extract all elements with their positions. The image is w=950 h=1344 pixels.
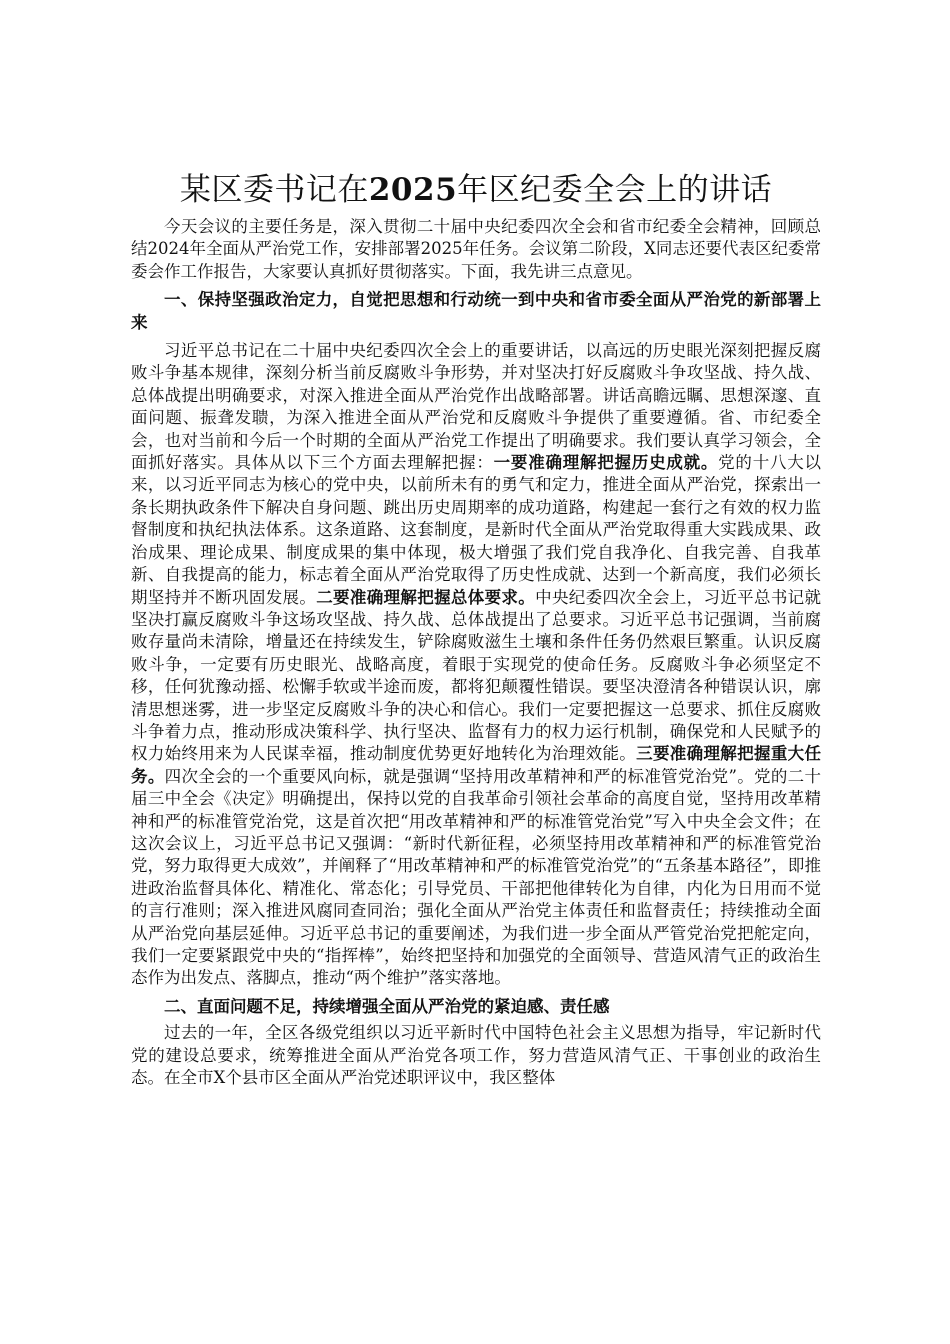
section-1-paragraph <box>131 340 821 990</box>
document-title <box>131 168 821 212</box>
section-1-point-3: 三要准确理解把握重大任务。 <box>131 744 822 786</box>
title-pre: 某区委书记在 <box>179 172 369 208</box>
section-2-paragraph: 过去的一年，全区各级党组织以习近平新时代中国特色社会主义思想为指导，牢记新时代党的建设总要求，统筹推进全面从严治党各项工作，努力营造风清气正、干事创业的政治生态。在全市X个县市区全面从严治党述职评议中，我区整体 <box>131 1023 821 1088</box>
section-1-point-1: 一要准确理解把握历史成就。 <box>493 453 719 473</box>
section-2-heading: 二、直面问题不足，持续增强全面从严治党的紧迫感、责任感 <box>164 996 610 1016</box>
title-post: 年区纪委全会上的讲话 <box>457 172 773 208</box>
section-1-text-4: 四次全会的一个重要风向标，就是强调“坚持用改革精神和严的标准管党治党”。党的二十届三中全会《决定》明确提出，保持以党的自我革命引领社会革命的高度自觉，坚持用改革精神和严的标准管党治党，这是首次把“用改革精神和严的标准管党治党”写入中央全会文件；在这次会议上，习近平总书记又强调：“新时代新征程，必须坚持用改革精神和严的标准管党治党，努力取得更大成效”，并阐释了“用改革精神和严的标准管党治党”的“五条基本路径”，即推进政治监督具体化、精准化、常态化；引导党员、干部把他律转化为自律，内化为日用而不觉的言行准则；深入推进风腐同查同治；强化全面从严治党主体责任和监督责任；持续推动全面从严治党向基层延伸。习近平总书记的重要阐述，为我们进一步全面从严管党治党把舵定向，我们一定要紧跟党中央的“指挥棒”，始终把坚持和加强党的全面领导、营造风清气正的政治生态作为出发点、落脚点，推动“两个维护”落实落地。 <box>131 766 821 988</box>
section-1-heading: 一、保持坚强政治定力，自觉把思想和行动统一到中央和省市委全面从严治党的新部署上来 <box>131 290 821 332</box>
section-1-text-1: 习近平总书记在二十届中央纪委四次全会上的重要讲话，以高远的历史眼光深刻把握反腐败斗争基本规律，深刻分析当前反腐败斗争形势，并对坚决打好反腐败斗争攻坚战、持久战、总体战提出明确要求，对深入推进全面从严治党作出战略部署。讲话高瞻远瞩、思想深邃、直面问题、振聋发聩，为深入推进全面从严治党和反腐败斗争提供了重要遵循。省、市纪委全会，也对当前和今后一个时期的全面从严治党工作提出了明确要求。我们要认真学习领会，全面抓好落实。具体从以下三个方面去理解把握： <box>131 341 821 473</box>
section-1-text-3: 中央纪委四次全会上，习近平总书记就坚决打赢反腐败斗争这场攻坚战、持久战、总体战提出了总要求。习近平总书记强调，当前腐败存量尚未清除，增量还在持续发生，铲除腐败滋生土壤和条件任务仍然艰巨繁重。认识反腐败斗争，一定要有历史眼光、战略高度，着眼于实现党的使命任务。反腐败斗争必须坚定不移，任何犹豫动摇、松懈手软或半途而废，都将犯颠覆性错误。要坚决澄清各种错误认识，廓清思想迷雾，进一步坚定反腐败斗争的决心和信心。我们一定要把握这一总要求、抓住反腐败斗争着力点，推动形成决策科学、执行坚决、监督有力的权力运行机制，确保党和人民赋予的权力始终用来为人民谋幸福，推动制度优势更好地转化为治理效能。 <box>131 587 822 764</box>
intro-paragraph: 今天会议的主要任务是，深入贯彻二十届中央纪委四次全会和省市纪委全会精神，回顾总结2024年全面从严治党工作，安排部署2025年任务。会议第二阶段，X同志还要代表区纪委常委会作工作报告，大家要认真抓好贯彻落实。下面，我先讲三点意见。 <box>131 217 821 281</box>
title-year: 2025 <box>368 172 458 208</box>
section-1-point-2: 二要准确理解把握总体要求。 <box>316 587 536 607</box>
document-page <box>131 168 821 1089</box>
section-1-text-2: 党的十八大以来，以习近平同志为核心的党中央，以前所未有的勇气和定力，推进全面从严治党，探索出一条长期执政条件下解决自身问题、跳出历史周期率的成功道路，构建起一套行之有效的权力监督制度和执纪执法体系。这条道路、这套制度，是新时代全面从严治党取得重大实践成果、政治成果、理论成果、制度成果的集中体现，极大增强了我们党自我净化、自我完善、自我革新、自我提高的能力，标志着全面从严治党取得了历史性成就、达到一个新高度，我们必须长期坚持并不断巩固发展。 <box>131 453 822 607</box>
